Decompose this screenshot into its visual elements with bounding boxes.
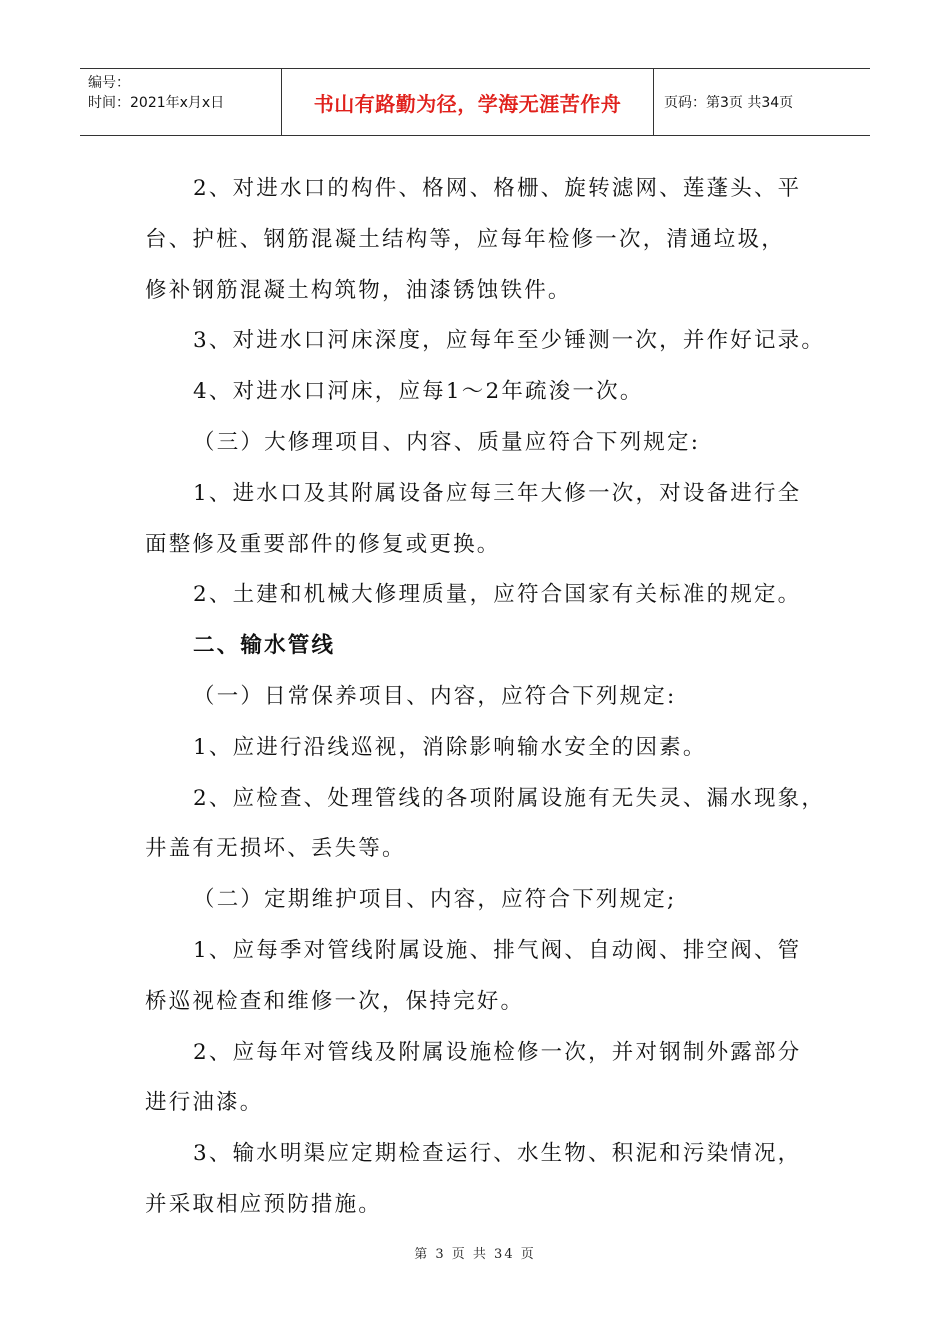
body-line: 1、应每季对管线附属设施、排气阀、自动阀、排空阀、管 [193, 937, 802, 963]
body-line: 井盖有无损坏、丢失等。 [145, 836, 406, 862]
body-line: 2、对进水口的构件、格网、格栅、旋转滤网、莲蓬头、平 [193, 176, 802, 201]
header-page-info: 页码：第3页 共34页 [664, 95, 794, 111]
body-line: 3、对进水口河床深度，应每年至少锤测一次，并作好记录。 [193, 328, 826, 354]
body-line: 1、进水口及其附属设备应每三年大修一次，对设备进行全 [193, 480, 802, 506]
body-line: 3、输水明渠应定期检查运行、水生物、积泥和污染情况， [193, 1141, 802, 1167]
section-heading: 二、输水管线 [193, 633, 336, 659]
subsection-heading: （三）大修理项目、内容、质量应符合下列规定: [193, 429, 701, 455]
body-line: 4、对进水口河床，应每1～2年疏浚一次。 [193, 379, 644, 405]
body-line: 2、应每年对管线及附属设施检修一次，并对钢制外露部分 [193, 1039, 802, 1065]
document-time-label: 时间：2021年x月x日 [88, 95, 225, 111]
body-line: 进行油漆。 [145, 1090, 264, 1116]
subsection-heading: （一）日常保养项目、内容，应符合下列规定: [193, 683, 677, 709]
header-motto: 书山有路勤为径，学海无涯苦作舟 [282, 69, 654, 135]
page-footer: 第 3 页 共 34 页 [414, 1247, 536, 1262]
subsection-heading: （二）定期维护项目、内容，应符合下列规定; [193, 887, 677, 913]
body-line: 面整修及重要部件的修复或更换。 [145, 531, 501, 557]
body-line: 桥巡视检查和维修一次，保持完好。 [145, 988, 525, 1014]
body-line: 2、土建和机械大修理质量，应符合国家有关标准的规定。 [193, 582, 802, 608]
body-line: 2、应检查、处理管线的各项附属设施有无失灵、漏水现象， [193, 785, 826, 811]
document-body [145, 164, 826, 1231]
body-line: 1、应进行沿线巡视，消除影响输水安全的因素。 [193, 734, 707, 760]
header-meta [80, 69, 282, 135]
body-line: 并采取相应预防措施。 [145, 1191, 383, 1217]
page-header [80, 68, 870, 136]
document-number-label: 编号： [88, 75, 130, 91]
body-line: 修补钢筋混凝土构筑物，油漆锈蚀铁件。 [145, 277, 572, 303]
body-line: 台、护桩、钢筋混凝土结构等，应每年检修一次，清通垃圾， [145, 226, 785, 252]
